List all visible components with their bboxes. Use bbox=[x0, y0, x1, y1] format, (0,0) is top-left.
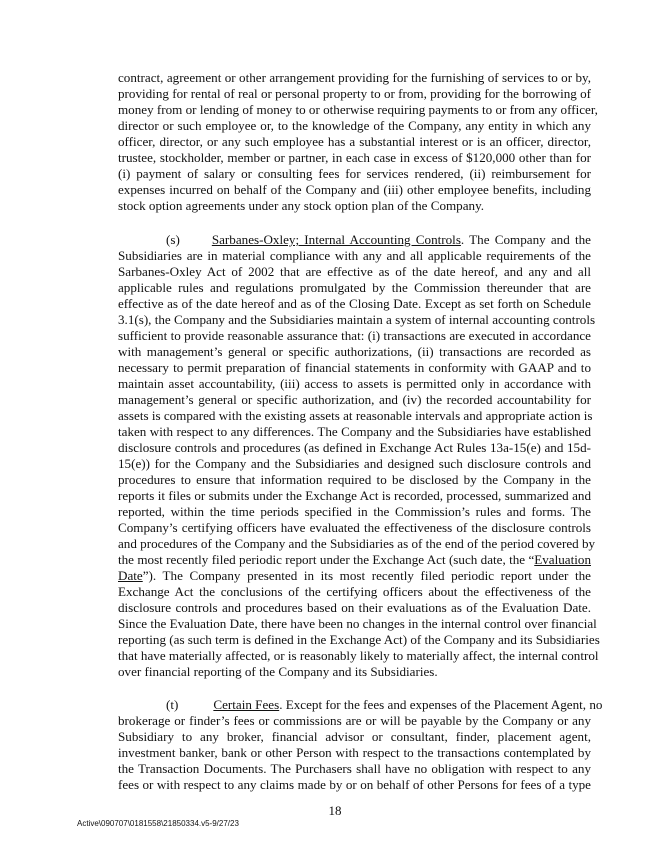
text-line: fees or with respect to any claims made by or on behalf of other Persons for fees of a type bbox=[118, 777, 591, 792]
text-line: management’s general or specific authorization, and (iv) the recorded accountability for bbox=[118, 392, 591, 407]
evaluation-date-line-2: Date”). The Company presented in its most recently filed periodic report under the bbox=[118, 568, 591, 583]
text-line: the Transaction Documents. The Purchasers shall have no obligation with respect to any bbox=[118, 761, 591, 776]
text-line: reported, within the time periods specified in the Commission’s rules and forms. The bbox=[118, 504, 591, 519]
text-line: necessary to permit preparation of financial statements in conformity with GAAP and to bbox=[118, 360, 591, 375]
text-line: . The Company and the bbox=[460, 232, 591, 247]
footer-document-id: Active\090707\0181558\21850334.v5-9/27/23 bbox=[77, 819, 239, 828]
text-line: over financial reporting of the Company and its Subsidiaries. bbox=[118, 664, 438, 679]
text-line: and procedures of the Company and the Subsidiaries as of the end of the period covered by bbox=[118, 536, 596, 551]
section-marker: (t) bbox=[166, 697, 179, 712]
text-line: brokerage or finder’s fees or commissions are or will be payable by the Company or any bbox=[118, 713, 591, 728]
text-line: Sarbanes-Oxley Act of 2002 that are effective as of the date hereof, and any and all bbox=[118, 264, 591, 279]
text-line: applicable rules and regulations promulgated by the Commission thereunder that are bbox=[118, 280, 591, 295]
section-t-first-line bbox=[166, 697, 603, 713]
defined-term-date: Date bbox=[118, 568, 143, 583]
text-line: assets is compared with the existing assets at reasonable intervals and appropriate action is bbox=[118, 408, 593, 423]
text-line: maintain asset accountability, (iii) access to assets is permitted only in accordance with bbox=[118, 376, 591, 391]
text-line: sufficient to provide reasonable assurance that: (i) transactions are executed in accordance bbox=[118, 328, 591, 343]
section-heading: Sarbanes-Oxley; Internal Accounting Controls bbox=[211, 232, 461, 247]
text-line: contract, agreement or other arrangement providing for the furnishing of services to or by, bbox=[118, 70, 591, 85]
text-line: disclosure controls and procedures based on their evaluations as of the Evaluation Date. bbox=[118, 600, 591, 615]
text-line: trustee, stockholder, member or partner, in each case in excess of $120,000 other than for bbox=[118, 150, 591, 165]
text-line: procedures to ensure that information required to be disclosed by the Company in the bbox=[118, 472, 591, 487]
text-line: . Except for the fees and expenses of the Placement Agent, no bbox=[279, 697, 603, 712]
text-line: stock option agreements under any stock option plan of the Company. bbox=[118, 198, 485, 213]
text-line: Since the Evaluation Date, there have been no changes in the internal control over financial bbox=[118, 616, 597, 631]
text-line: (i) payment of salary or consulting fees for services rendered, (ii) reimbursement for bbox=[118, 166, 591, 181]
text-line: Exchange Act the conclusions of the certifying officers about the effectiveness of the bbox=[118, 584, 591, 599]
page-number: 18 bbox=[328, 803, 342, 818]
text-line: officer, director, or any such employee has a substantial interest or is an officer, director, bbox=[118, 134, 591, 149]
text-line: reports it files or submits under the Exchange Act is recorded, processed, summarized and bbox=[118, 488, 591, 503]
text-line: Company’s certifying officers have evaluated the effectiveness of the disclosure controls bbox=[118, 520, 591, 535]
text-line: Subsidiaries are in material compliance with any and all applicable requirements of the bbox=[118, 248, 591, 263]
text-line: taken with respect to any differences. The Company and the Subsidiaries have established bbox=[118, 424, 591, 439]
evaluation-date-line-1: the most recently filed periodic report under the Exchange Act (such date, the “Evaluation bbox=[118, 552, 591, 567]
text-line: 3.1(s), the Company and the Subsidiaries maintain a system of internal accounting controls bbox=[118, 312, 596, 327]
text-line: providing for rental of real or personal property to or from, providing for the borrowing of bbox=[118, 86, 591, 101]
text-line: Subsidiary to any broker, financial advisor or consultant, finder, placement agent, bbox=[118, 729, 591, 744]
text-line: 15(e)) for the Company and the Subsidiaries and designed such disclosure controls and bbox=[118, 456, 591, 471]
section-heading: Certain Fees bbox=[213, 697, 280, 712]
text-line: money from or lending of money to or otherwise requiring payments to or from any officer, bbox=[118, 102, 598, 117]
section-s-first-line bbox=[166, 232, 591, 248]
text-line: disclosure controls and procedures (as defined in Exchange Act Rules 13a-15(e) and 15d- bbox=[118, 440, 591, 455]
text-line: reporting (as such term is defined in the Exchange Act) of the Company and its Subsidiaries bbox=[118, 632, 600, 647]
text-line: that have materially affected, or is reasonably likely to materially affect, the internal control bbox=[118, 648, 599, 663]
section-marker: (s) bbox=[166, 232, 180, 247]
text-line: director or such employee or, to the knowledge of the Company, any entity in which any bbox=[118, 118, 591, 133]
defined-term-evaluation: Evaluation bbox=[534, 552, 591, 567]
text-line: investment banker, bank or other Person with respect to the transactions contemplated by bbox=[118, 745, 591, 760]
text-line: effective as of the date hereof and as of the Closing Date. Except as set forth on Schedule bbox=[118, 296, 591, 311]
text-line: with management’s general or specific authorizations, (ii) transactions are recorded as bbox=[118, 344, 591, 359]
text-line: expenses incurred on behalf of the Company and (iii) other employee benefits, including bbox=[118, 182, 591, 197]
